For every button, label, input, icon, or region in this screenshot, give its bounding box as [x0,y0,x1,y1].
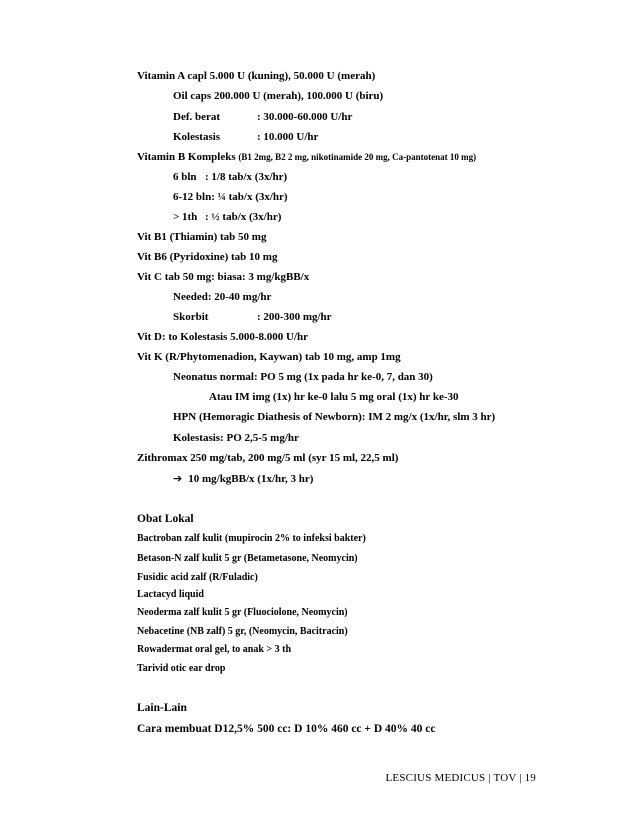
vitamin-a-def-berat [173,110,352,124]
vit-b6: Vit B6 (Pyridoxine) tab 10 mg [137,251,278,263]
obat-lokal-item: Bactroban zalf kulit (mupirocin 2% to infeksi bakter) [137,533,366,544]
skorbit-value: : 200-300 mg/hr [257,311,332,323]
vitamin-b-detail: (B1 2mg, B2 2 mg, nikotinamide 20 mg, Ca-pantotenat 10 mg) [238,152,477,162]
page-footer: LESCIUS MEDICUS | TOV | 19 [385,772,536,784]
vit-k-atau-im: Atau IM img (1x) hr ke-0 lalu 5 mg oral (1x) hr ke-30 [209,391,459,403]
obat-lokal-item: Neoderma zalf kulit 5 gr (Fluociolone, Neomycin) [137,607,348,618]
obat-lokal-item: Lactacyd liquid [137,589,204,600]
lain-lain-text: Cara membuat D12,5% 500 cc: D 10% 460 cc + D 40% 40 cc [137,723,436,735]
vit-k-hpn: HPN (Hemoragic Diathesis of Newborn): IM 2 mg/x (1x/hr, slm 3 hr) [173,411,496,423]
vit-c-needed: Needed: 20-40 mg/hr [173,291,272,303]
dose-1th-label: > 1th [173,211,198,223]
vitamin-b-dose-1th [173,210,281,224]
vitamin-b-title: Vitamin B Kompleks [137,151,236,163]
obat-lokal-heading: Obat Lokal [137,513,194,525]
dose-6bln-value: : 1/8 tab/x (3x/hr) [205,171,288,183]
vitamin-a-title: Vitamin A capl 5.000 U (kuning), 50.000 U (merah) [137,70,376,82]
vit-c-skorbit [173,310,332,324]
kolestasis-value: : 10.000 U/hr [257,131,319,143]
kolestasis-label: Kolestasis [173,131,221,143]
obat-lokal-item: Fusidic acid zalf (R/Fuladic) [137,572,258,583]
dose-1th-value: : ½ tab/x (3x/hr) [205,211,282,223]
vit-k-title: Vit K (R/Phytomenadion, Kaywan) tab 10 mg, amp 1mg [137,351,401,363]
zithromax-dose: 10 mg/kgBB/x (1x/hr, 3 hr) [188,473,314,485]
obat-lokal-item: Nebacetine (NB zalf) 5 gr, (Neomycin, Bacitracin) [137,626,348,637]
zithromax-title: Zithromax 250 mg/tab, 200 mg/5 ml (syr 15 ml, 22,5 ml) [137,452,399,464]
vit-d: Vit D: to Kolestasis 5.000-8.000 U/hr [137,331,308,343]
obat-lokal-item: Betason-N zalf kulit 5 gr (Betametasone, Neomycin) [137,553,358,564]
lain-lain-heading: Lain-Lain [137,702,187,714]
arrow-right-icon: ➔ [173,472,183,485]
vitamin-b-dose-6bln [173,170,287,184]
obat-lokal-item: Tarivid otic ear drop [137,663,226,674]
vitamin-b-dose-6-12bln: 6-12 bln: ¼ tab/x (3x/hr) [173,191,288,203]
skorbit-label: Skorbit [173,311,209,323]
def-berat-value: : 30.000-60.000 U/hr [257,111,353,123]
vit-k-neonatus: Neonatus normal: PO 5 mg (1x pada hr ke-0, 7, dan 30) [173,371,433,383]
vit-k-kolestasis: Kolestasis: PO 2,5-5 mg/hr [173,432,299,444]
obat-lokal-item: Rowadermat oral gel, to anak > 3 th [137,644,292,655]
vitamin-a-kolestasis [173,130,318,144]
vitamin-b-title-row [137,150,476,164]
def-berat-label: Def. berat [173,111,221,123]
dose-6bln-label: 6 bln [173,171,197,183]
vitamin-a-oil-caps: Oil caps 200.000 U (merah), 100.000 U (biru) [173,90,384,102]
zithromax-dose-row [173,472,313,486]
vit-b1: Vit B1 (Thiamin) tab 50 mg [137,231,267,243]
vit-c-title: Vit C tab 50 mg: biasa: 3 mg/kgBB/x [137,271,310,283]
